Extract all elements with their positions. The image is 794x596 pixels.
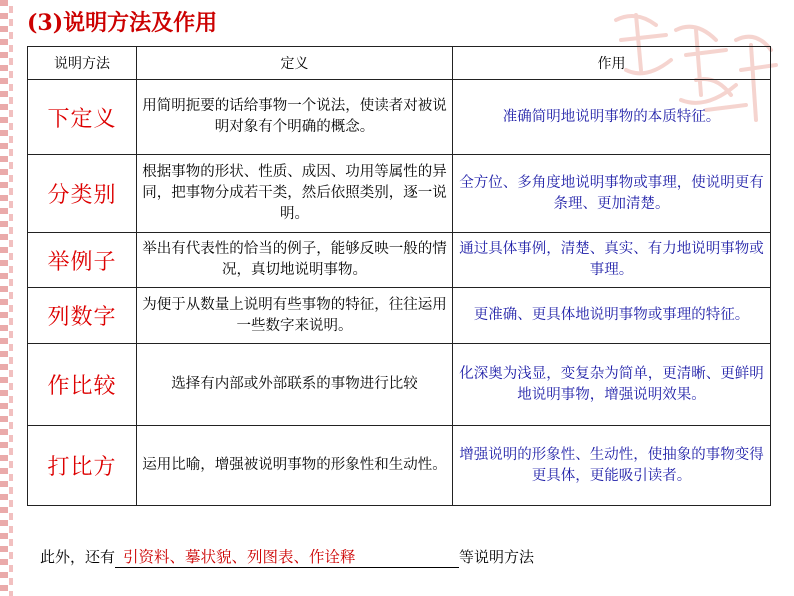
answer-blank: 引资料、摹状貌、列图表、作诠释 — [115, 545, 459, 568]
definition-cell: 根据事物的形状、性质、成因、功用等属性的异同，把事物分成若干类，然后依照类别，逐一说明。 — [137, 155, 453, 233]
footer-line — [40, 545, 534, 568]
header-definition: 定义 — [137, 47, 453, 80]
table-row — [28, 233, 771, 288]
header-effect: 作用 — [453, 47, 771, 80]
method-cell: 作比较 — [28, 344, 137, 426]
effect-cell: 增强说明的形象性、生动性，使抽象的事物变得更具体，更能吸引读者。 — [453, 426, 771, 506]
method-cell: 打比方 — [28, 426, 137, 506]
page-title: (3)说明方法及作用 — [27, 10, 218, 36]
table-row — [28, 80, 771, 155]
definition-cell: 为便于从数量上说明有些事物的特征，往往运用一些数字来说明。 — [137, 288, 453, 344]
table-header-row — [28, 47, 771, 80]
effect-cell: 全方位、多角度地说明事物或事理，使说明更有条理、更加清楚。 — [453, 155, 771, 233]
footer-suffix: 等说明方法 — [459, 548, 535, 566]
effect-cell: 化深奥为浅显，变复杂为简单，更清晰、更鲜明地说明事物，增强说明效果。 — [453, 344, 771, 426]
effect-cell: 更准确、更具体地说明事物或事理的特征。 — [453, 288, 771, 344]
method-cell: 下定义 — [28, 80, 137, 155]
method-cell: 列数字 — [28, 288, 137, 344]
effect-cell: 准确简明地说明事物的本质特征。 — [453, 80, 771, 155]
definition-cell: 选择有内部或外部联系的事物进行比较 — [137, 344, 453, 426]
definition-cell: 举出有代表性的恰当的例子，能够反映一般的情况，真切地说明事物。 — [137, 233, 453, 288]
table-row — [28, 288, 771, 344]
definition-cell: 用简明扼要的话给事物一个说法，使读者对被说明对象有个明确的概念。 — [137, 80, 453, 155]
table-row — [28, 344, 771, 426]
methods-table — [27, 46, 771, 506]
table-row — [28, 426, 771, 506]
method-cell: 分类别 — [28, 155, 137, 233]
header-method: 说明方法 — [28, 47, 137, 80]
left-border-decoration-inner — [9, 0, 13, 596]
footer-prefix: 此外，还有 — [40, 548, 116, 566]
method-cell: 举例子 — [28, 233, 137, 288]
definition-cell: 运用比喻，增强被说明事物的形象性和生动性。 — [137, 426, 453, 506]
effect-cell: 通过具体事例，清楚、真实、有力地说明事物或事理。 — [453, 233, 771, 288]
left-border-decoration — [0, 0, 8, 596]
table-row — [28, 155, 771, 233]
